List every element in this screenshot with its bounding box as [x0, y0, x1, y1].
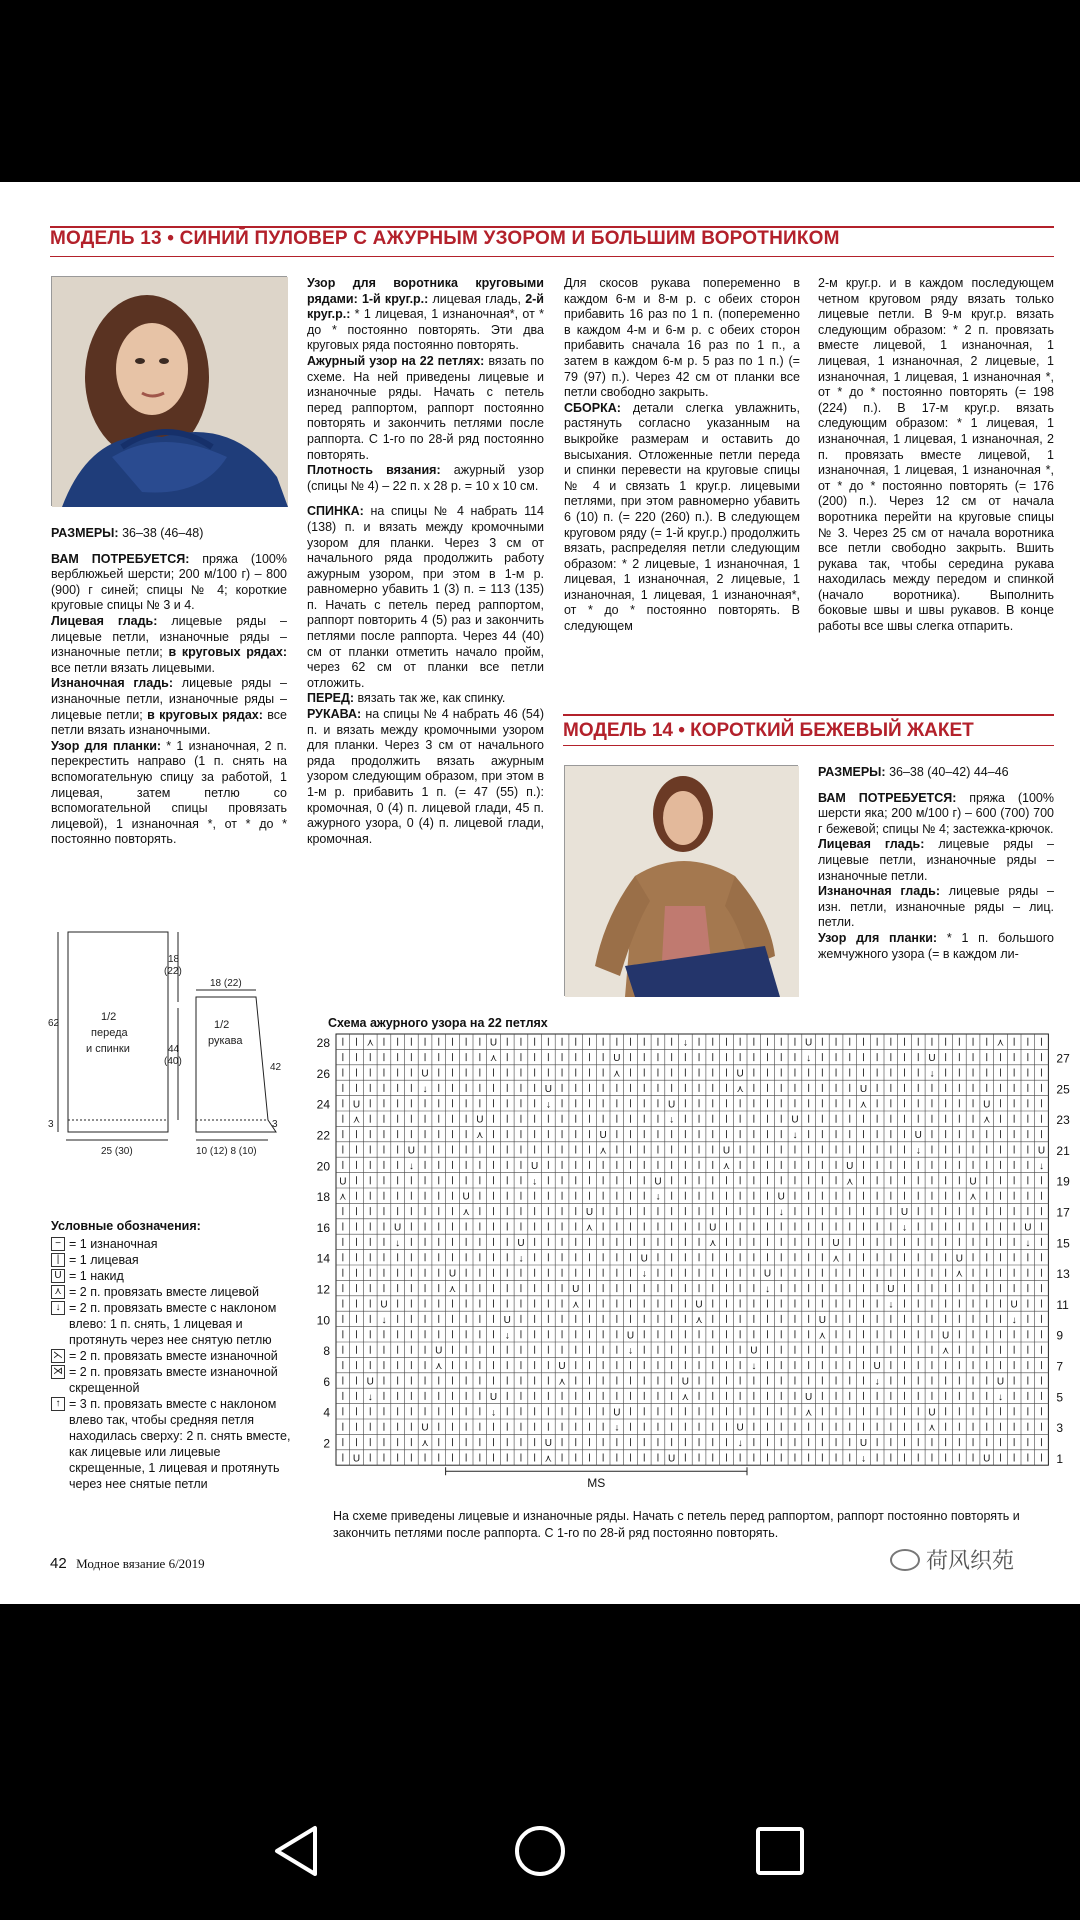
chart-stitch-symbol: ↓ [737, 1438, 743, 1450]
chart-stitch-symbol: ⋏ [613, 1068, 621, 1080]
chart-stitch-symbol: U [818, 1314, 826, 1326]
chart-stitch-symbol: U [558, 1361, 566, 1373]
chart-stitch-symbol: ↓ [997, 1391, 1003, 1403]
purl-symbol-icon: − [51, 1237, 65, 1251]
chart-row-number-right: 7 [1056, 1359, 1064, 1374]
chart-stitch-symbol: U [709, 1222, 717, 1234]
chart-row-number-left: 12 [316, 1282, 330, 1297]
chart-stitch-symbol: U [914, 1130, 922, 1142]
chart-stitch-symbol: U [928, 1407, 936, 1419]
chart-stitch-symbol: U [503, 1314, 511, 1326]
model13-photo [51, 276, 287, 506]
chart-stitch-symbol: U [668, 1099, 676, 1111]
chart-stitch-symbol: U [421, 1068, 429, 1080]
model13-col2: Узор для воротника круговыми рядами: 1-й круг.р.: лицевая гладь, 2-й круг.р.: * 1 лицевая, 1 изнаночная*, от * до * постоянно повторять. Эти два круговых ряда постоянно повторять. Ажурный узор на 22 петлях: вязать по схеме. На ней приведены лицевые и изнаночные ряды. Начать с петель перед раппортом, раппорт постоянно повторять и закончить петлями после раппорта. С 1-го по 28-й ряд постоянно повторять. Плотность вязания: ажурный узор (спицы № 4) – 22 п. х 28 р. = 10 х 10 см. СПИНКА: на спицы № 4 набрать 114 (138) п. и вязать между кромочными узором для планки. Через 3 см от начального ряда продолжить работу ажурным узором, при этом в 1-м р. равномерно убавить 1 (3) п. = 113 (135) п. Начать с петель перед раппортом, раппорт повторить 4 (5) раз и закончить петлями после раппорта. Через 44 (40) см от планки отметить начало пройм, через 62 см от планки все петли отложить. ПЕРЕД: вязать так же, как спинку. РУКАВА: на спицы № 4 набрать 46 (54) п. и вязать между кромочными узором для планки. Через 3 см от начального ряда продолжить вязать ажурным узором следующим образом, при этом в 1-м р. прибавить 1 п. (= 47 (55) п.): кромочная, 0 (4) п. лицевой глади, 45 п. ажурного узора, 0 (4) п. лицевой глади, кромочная. [307, 276, 545, 846]
chart-row-number-right: 27 [1056, 1051, 1070, 1066]
chart-stitch-symbol: U [585, 1207, 594, 1219]
chart-stitch-symbol: U [544, 1083, 552, 1095]
chart-row-number-right: 5 [1056, 1390, 1064, 1405]
chart-stitch-symbol: ↓ [1025, 1237, 1031, 1249]
model13-col3: Для скосов рукава попеременно в каждом 6-м и 8-м р. с обеих сторон прибавить 16 раз по 1 п. (попеременно в каждом 4-м и 6-м р. с обеих сторон прибавить сначала 16 раз по 1 п., а затем в каждом 6-м р. 5 раз по 1 п.) (= 79 (97) п.). Через 42 см от планки все петли свободно закрыть. СБОРКА: детали слегка увлажнить, растянуть согласно указанным на выкройке размерам и оставить до высыхания. Отложенные петли переда и спинки перевести на круговые спицы № 4 и связать 1 круг.р. лицевыми петлями, при этом равномерно убавить 6 (10) п. (= 220 (260) п.). В следующем круговом ряду (= 1-й круг.р.) продолжить вязать, распределяя петли следующим образом: * 2 лицевые, 1 изнаночная, 1 лицевая, 1 изнаночная, 2 лицевые, 1 изнаночная, 1 лицевая, 1 изнаночная*, от * до * постоянно повторять. В следующем [564, 276, 800, 634]
dim-18a: 18 [168, 954, 180, 965]
chart-stitch-symbol: U [448, 1268, 457, 1280]
dim-3a: 3 [48, 1119, 54, 1130]
chart-stitch-symbol: ⋏ [462, 1207, 470, 1219]
chart-stitch-symbol: ↓ [614, 1422, 620, 1434]
chart-stitch-symbol: U [544, 1438, 552, 1450]
chart-stitch-symbol: ⋏ [421, 1438, 429, 1450]
sleeve-half-label: 1/2 [214, 1019, 230, 1031]
chart-row-number-left: 24 [316, 1097, 330, 1112]
chart-stitch-symbol: ⋏ [996, 1037, 1005, 1049]
chart-row-number-left: 28 [316, 1036, 330, 1051]
chart-stitch-symbol: U [681, 1376, 689, 1388]
chart-row-number-right: 21 [1056, 1143, 1070, 1158]
chart-row-number-right: 3 [1056, 1421, 1064, 1436]
chart-stitch-symbol: U [722, 1145, 731, 1157]
watermark: 荷风织苑 [890, 1544, 1014, 1575]
dim-44a: 44 [168, 1044, 180, 1055]
chart-stitch-symbol: ↓ [422, 1083, 428, 1095]
android-navbar [0, 1780, 1080, 1920]
chart-stitch-symbol: U [366, 1376, 374, 1388]
chart-stitch-symbol: U [983, 1099, 991, 1111]
legend-item: ⋋ = 2 п. провязать вместе изнаночной [53, 1349, 278, 1363]
legend-item: ⋏ = 2 п. провязать вместе лицевой [51, 1284, 296, 1300]
p2tog-tbl-symbol-icon: ⋊ [53, 1366, 63, 1377]
chart-stitch-symbol: ↓ [778, 1207, 784, 1219]
chart-stitch-symbol: ⋏ [804, 1407, 813, 1419]
chart-stitch-symbol: ⋏ [722, 1160, 731, 1172]
recents-button[interactable] [745, 1816, 815, 1886]
chart-stitch-symbol: ↓ [765, 1284, 771, 1296]
dim-3b: 3 [272, 1119, 278, 1130]
chart-stitch-symbol: U [873, 1361, 881, 1373]
dim-top: 18 (22) [210, 978, 242, 989]
chart-stitch-symbol: ⋏ [928, 1422, 936, 1434]
chart-stitch-symbol: U [942, 1330, 950, 1342]
chart-stitch-symbol: U [900, 1207, 909, 1219]
chart-stitch-symbol: U [489, 1037, 498, 1049]
legend-item: − = 1 изнаночная [51, 1236, 296, 1252]
chart-stitch-symbol: U [1010, 1299, 1018, 1311]
chart-title: Схема ажурного узора на 22 петлях [328, 1016, 548, 1030]
chart-row-number-right: 19 [1056, 1174, 1070, 1189]
chart-stitch-symbol: ↓ [929, 1068, 935, 1080]
chart-stitch-symbol: U [613, 1407, 621, 1419]
chart-stitch-symbol: ↓ [655, 1191, 661, 1203]
chart-row-number-left: 14 [316, 1251, 330, 1266]
chart-row-number-left: 20 [316, 1159, 330, 1174]
dim-25: 25 (30) [101, 1146, 133, 1157]
chart-stitch-symbol: U [517, 1237, 525, 1249]
model14-photo [564, 765, 798, 996]
chart-stitch-symbol: U [572, 1284, 580, 1296]
chart-stitch-symbol: U [791, 1114, 799, 1126]
dim-18b: (22) [164, 966, 182, 977]
chart-row-number-right: 17 [1056, 1205, 1070, 1220]
chart-row-number-left: 18 [316, 1190, 330, 1205]
chart-row-number-left: 8 [323, 1344, 330, 1359]
chart-stitch-symbol: U [489, 1391, 498, 1403]
title-rule-bottom [50, 256, 1054, 257]
chart-stitch-symbol: U [846, 1160, 854, 1172]
chart-stitch-symbol: ↓ [408, 1160, 414, 1172]
chart-stitch-symbol: ⋏ [969, 1191, 977, 1203]
chart-stitch-symbol: U [887, 1284, 895, 1296]
chart-stitch-symbol: ↓ [395, 1237, 401, 1249]
chart-stitch-symbol: ↓ [792, 1130, 798, 1142]
chart-stitch-symbol: U [476, 1114, 484, 1126]
chart-stitch-symbol: ⋏ [585, 1222, 594, 1234]
chart-row-number-left: 26 [316, 1066, 330, 1081]
legend-item: ↓ = 2 п. провязать вместе с наклоном влево: 1 п. снять, 1 лицевая и протянуть через нее снятую петлю [51, 1300, 296, 1348]
chart-stitch-symbol: ↓ [1039, 1160, 1045, 1172]
chart-stitch-symbol: U [955, 1253, 963, 1265]
model14-rule-bottom [563, 745, 1054, 746]
chart-stitch-symbol: ⋏ [448, 1284, 457, 1296]
chart-stitch-symbol: ⋏ [983, 1114, 991, 1126]
chart-stitch-symbol: U [750, 1345, 758, 1357]
chart-stitch-symbol: U [435, 1345, 443, 1357]
chart-stitch-symbol: U [626, 1330, 635, 1342]
chart-stitch-symbol: ↓ [504, 1330, 510, 1342]
chart-row-number-right: 13 [1056, 1267, 1070, 1282]
chart-stitch-symbol: ⋏ [339, 1191, 347, 1203]
chart-stitch-symbol: ⋏ [599, 1145, 607, 1157]
chart-stitch-symbol: ↓ [641, 1268, 647, 1280]
chart-stitch-symbol: ⋏ [955, 1268, 964, 1280]
chart-stitch-symbol: U [407, 1145, 415, 1157]
chart-stitch-symbol: ↓ [915, 1145, 921, 1157]
chart-stitch-symbol: U [763, 1268, 772, 1280]
chart-stitch-symbol: U [859, 1083, 868, 1095]
chart-stitch-symbol: ⋏ [859, 1099, 868, 1111]
chart-row-number-left: 2 [323, 1436, 330, 1451]
ssk-symbol-icon: ↓ [51, 1301, 65, 1315]
chart-stitch-symbol: ↓ [874, 1376, 880, 1388]
chart-ms-label: MS [587, 1476, 606, 1491]
chart-stitch-symbol: U [805, 1391, 813, 1403]
chart-stitch-symbol: U [777, 1191, 785, 1203]
chart-row-number-left: 10 [316, 1313, 330, 1328]
chart-row-number-left: 16 [316, 1220, 330, 1235]
yarn-over-symbol-icon: U [51, 1269, 65, 1283]
chart-stitch-symbol: U [832, 1237, 840, 1249]
legend-title: Условные обозначения: [51, 1219, 201, 1233]
chart-stitch-symbol: U [805, 1037, 813, 1049]
sleeve-name-label: рукава [208, 1035, 243, 1047]
chart-stitch-symbol: U [613, 1053, 621, 1065]
wechat-icon [890, 1549, 920, 1571]
p2tog-symbol-icon: ⋋ [53, 1350, 63, 1361]
legend-item: ↑ = 3 п. провязать вместе с наклоном влево так, чтобы средняя петля находилась сверху: 2 п. снять вместе, как лицевые или лицевые скрещенные, 1 лицевая и протянуть через нее снятые петли [51, 1396, 296, 1492]
page-number: 42 [50, 1555, 67, 1572]
chart-stitch-symbol: ↓ [806, 1053, 812, 1065]
chart-stitch-symbol: U [352, 1453, 361, 1465]
chart-row-number-left: 6 [323, 1374, 330, 1389]
chart-stitch-symbol: ↓ [751, 1361, 757, 1373]
chart-stitch-symbol: U [352, 1099, 361, 1111]
chart-stitch-symbol: U [695, 1299, 703, 1311]
chart-stitch-symbol: ↓ [902, 1222, 908, 1234]
chart-stitch-symbol: ↓ [669, 1114, 675, 1126]
chart-stitch-symbol: U [1037, 1145, 1046, 1157]
dim-44b: (40) [164, 1056, 182, 1067]
k2tog-symbol-icon: ⋏ [51, 1285, 65, 1299]
chart-row-number-right: 25 [1056, 1082, 1070, 1097]
chart-stitch-symbol: ↓ [682, 1037, 688, 1049]
chart-stitch-symbol: U [394, 1222, 402, 1234]
chart-row-number-right: 1 [1056, 1451, 1064, 1466]
chart-stitch-symbol: ⋏ [709, 1237, 717, 1249]
chart-stitch-symbol: ↓ [1011, 1314, 1017, 1326]
chart-stitch-symbol: ⋏ [489, 1053, 498, 1065]
model14-rule-top [563, 714, 1054, 716]
chart-stitch-symbol: ↓ [367, 1391, 373, 1403]
legend-item: | = 1 лицевая [51, 1252, 296, 1268]
chart-stitch-symbol: U [599, 1130, 607, 1142]
chart-stitch-symbol: ⋏ [544, 1453, 553, 1465]
chart-stitch-symbol: U [969, 1176, 977, 1188]
dim-62: 62 [48, 1018, 60, 1029]
chart-stitch-symbol: ⋏ [736, 1083, 744, 1095]
chart-stitch-symbol: ⋏ [941, 1345, 950, 1357]
front-name2-label: и спинки [86, 1043, 130, 1055]
dim-bottom: 10 (12) 8 (10) [196, 1146, 257, 1157]
chart-stitch-symbol: ↓ [888, 1299, 894, 1311]
model14-col: РАЗМЕРЫ: 36–38 (40–42) 44–46 ВАМ ПОТРЕБУЕТСЯ: пряжа (100% шерсти яка; 200 м/100 г) – 600 (700) 700 г бежевой; спицы № 4; застежка-крючок. Лицевая гладь: лицевые ряды – лицевые петли, изнаночные ряды – изнаночные петли. Изнаночная гладь: лицевые ряды – изн. петли, изнаночные ряды – лиц. петли. Узор для планки: * 1 п. большого жемчужного узора (= в каждом ли- [818, 765, 1055, 961]
chart-stitch-symbol: U [640, 1253, 648, 1265]
legend [51, 1218, 296, 1492]
chart-row-number-right: 15 [1056, 1236, 1070, 1251]
magazine-page [0, 182, 1080, 1604]
chart-stitch-symbol: ↓ [518, 1253, 524, 1265]
chart-stitch-symbol: U [736, 1422, 744, 1434]
chart-stitch-symbol: U [462, 1191, 470, 1203]
chart-stitch-symbol: ⋏ [435, 1361, 443, 1373]
chart-stitch-symbol: U [996, 1376, 1005, 1388]
chart-stitch-symbol: ⋏ [832, 1253, 840, 1265]
chart-stitch-symbol: U [736, 1068, 744, 1080]
chart-stitch-symbol: ⋏ [366, 1037, 374, 1049]
page-footer [50, 1555, 205, 1572]
chart-stitch-symbol: ⋏ [572, 1299, 580, 1311]
chart-stitch-symbol: U [380, 1299, 388, 1311]
model13-col1: РАЗМЕРЫ: 36–38 (46–48) ВАМ ПОТРЕБУЕТСЯ: пряжа (100% верблюжьей шерсти; 200 м/100 г) – 800 (900) г синей; спицы № 4; короткие круговые спицы № 3 и 4. Лицевая гладь: лицевые ряды – лицевые петли, изнаночные ряды – изнаночные петли; в круговых рядах: все петли вязать лицевыми. Изнаночная гладь: лицевые ряды – изнаночные петли, изнаночные ряды – лицевые петли; в круговых рядах: все петли вязать изнаночными. Узор для планки: * 1 изнаночная, 2 п. перекрестить направо (1 п. снять на вспомогательную спицу за работой, 1 лицевая, затем петлю со вспомогательной спицы провязать лицевой), 1 изнаночная *, от * до * постоянно повторять. [51, 526, 288, 847]
dim-42: 42 [270, 1062, 282, 1073]
chart-stitch-symbol: U [983, 1453, 991, 1465]
chart-stitch-symbol: U [654, 1176, 662, 1188]
model14-title: МОДЕЛЬ 14 • КОРОТКИЙ БЕЖЕВЫЙ ЖАКЕТ [563, 720, 974, 741]
chart-stitch-symbol: U [531, 1160, 539, 1172]
chart-stitch-symbol: ⋏ [476, 1130, 484, 1142]
chart-stitch-symbol: ⋏ [681, 1391, 690, 1403]
magazine-name: Модное вязание 6/2019 [76, 1556, 205, 1571]
legend-item: U = 1 накид [51, 1268, 296, 1284]
model13-title: МОДЕЛЬ 13 • СИНИЙ ПУЛОВЕР С АЖУРНЫМ УЗОРОМ И БОЛЬШИМ ВОРОТНИКОМ [50, 228, 840, 249]
chart-stitch-symbol: ⋏ [846, 1176, 854, 1188]
chart-stitch-symbol: ↓ [532, 1176, 538, 1188]
chart-stitch-symbol: ⋏ [558, 1376, 566, 1388]
chart-stitch-symbol: U [421, 1422, 429, 1434]
front-name-label: переда [91, 1027, 128, 1039]
lace-chart [300, 1034, 1070, 1504]
chart-stitch-symbol: ↓ [860, 1453, 866, 1465]
chart-row-number-right: 9 [1056, 1328, 1064, 1343]
chart-stitch-symbol: ⋏ [352, 1114, 361, 1126]
knit-symbol-icon: | [51, 1253, 65, 1267]
chart-stitch-symbol: U [668, 1453, 676, 1465]
front-half-label: 1/2 [101, 1011, 117, 1023]
back-button[interactable] [265, 1816, 335, 1886]
chart-stitch-symbol: ↓ [381, 1314, 387, 1326]
chart-stitch-symbol: U [1024, 1222, 1032, 1234]
chart-row-number-right: 11 [1056, 1297, 1069, 1312]
chart-stitch-symbol: U [928, 1053, 936, 1065]
chart-stitch-symbol: ↓ [491, 1407, 497, 1419]
pattern-schematic [46, 922, 296, 1192]
chart-stitch-symbol: ⋏ [695, 1314, 703, 1326]
chart-stitch-symbol: ↓ [545, 1099, 551, 1111]
chart-stitch-symbol: ⋏ [818, 1330, 827, 1342]
chart-stitch-symbol: U [859, 1438, 868, 1450]
chart-stitch-symbol: ↓ [628, 1345, 634, 1357]
chart-stitch-symbol: U [339, 1176, 347, 1188]
model13-col4: 2-м круг.р. и в каждом последующем четном круговом ряду вязать только лицевые петли. В 9-м круг.р. вязать следующим образом: * 2 п. провязать вместе лицевой, 1 изнаночная, 1 лицевая, 1 изнаночная, 2 лицевые, 1 изнаночная, 1 лицевая, 1 изнаночная *, от * до * постоянно повторять (= 198 (224) п.). В 17-м круг.р. вязать следующим образом: * 1 лицевая, 1 изнаночная, 1 лицевая, 1 изнаночная, 2 п. провязать вместе лицевой, 1 изнаночная, 1 лицевая, 1 изнаночная *, от * до * постоянно повторять (= 176 (200) п.). Через 12 см от начала воротника перейти на круговые спицы № 3. Через 25 см от начала воротника все петли свободно закрыть. Вшить рукава так, чтобы середина рукава находилась между передом и спинкой (начало воротника). Выполнить боковые швы и швы рукавов. В конце работы все швы слегка отпарить. [818, 276, 1054, 634]
legend-item: ⋊ = 2 п. провязать вместе изнаночной скрещенной [53, 1365, 278, 1395]
cdd-symbol-icon: ↑ [51, 1397, 65, 1411]
chart-row-number-left: 22 [316, 1128, 330, 1143]
chart-row-number-right: 23 [1056, 1113, 1070, 1128]
chart-caption: На схеме приведены лицевые и изнаночные ряды. Начать с петель перед раппортом, раппорт постоянно повторять и закончить петлями после раппорта. С 1-го по 28-й ряд постоянно повторять. [333, 1509, 1020, 1540]
home-button[interactable] [505, 1816, 575, 1886]
chart-row-number-left: 4 [323, 1405, 330, 1420]
